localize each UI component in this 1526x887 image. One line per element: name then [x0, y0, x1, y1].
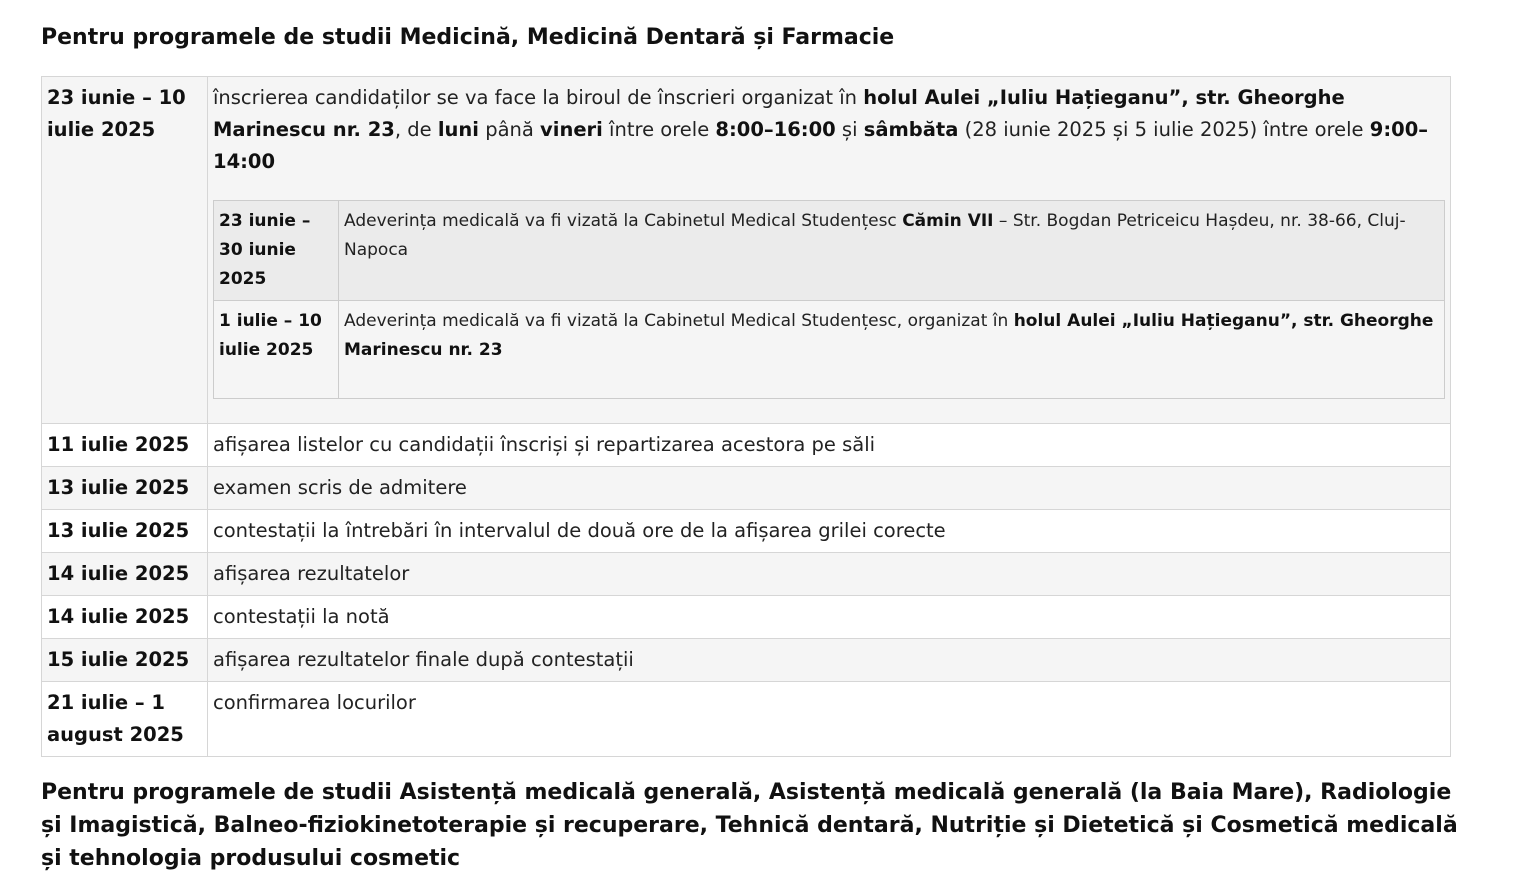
table-row — [42, 596, 1451, 639]
row-event — [208, 77, 1451, 424]
row-date: 15 iulie 2025 — [42, 639, 208, 682]
text-fragment: Adeverința medicală va fi vizată la Cabinetul Medical Studențesc — [344, 211, 903, 231]
registration-text — [213, 86, 1428, 173]
row-date: 13 iulie 2025 — [42, 467, 208, 510]
table-row — [42, 424, 1451, 467]
row-event — [339, 301, 1445, 399]
row-date: 14 iulie 2025 — [42, 596, 208, 639]
admission-schedule-table — [41, 76, 1451, 757]
table-row — [42, 77, 1451, 424]
row-event: afișarea rezultatelor — [208, 553, 1451, 596]
medical-certificate-table — [213, 200, 1445, 399]
row-event: confirmarea locurilor — [208, 682, 1451, 757]
bold-fragment: Cămin VII — [902, 211, 994, 231]
section-title-medicine: Pentru programele de studii Medicină, Medicină Dentară și Farmacie — [41, 25, 895, 50]
saturday-hours: 9:00–14:00 — [213, 118, 1429, 173]
row-date: 21 iulie – 1 august 2025 — [42, 682, 208, 757]
table-row — [214, 301, 1445, 399]
bold-fragment: holul Aulei „Iuliu Hațieganu”, str. Gheorghe Marinescu nr. 23 — [344, 311, 1434, 360]
row-event: contestații la notă — [208, 596, 1451, 639]
day-from: luni — [437, 118, 479, 141]
row-event — [339, 201, 1445, 301]
table-row — [42, 682, 1451, 757]
table-row — [42, 467, 1451, 510]
row-date: 1 iulie – 10 iulie 2025 — [214, 301, 339, 399]
table-row — [42, 553, 1451, 596]
row-date: 23 iunie – 30 iunie 2025 — [214, 201, 339, 301]
table-row — [214, 201, 1445, 301]
table-row — [42, 510, 1451, 553]
table-row — [42, 639, 1451, 682]
weekday-hours: 8:00–16:00 — [715, 118, 836, 141]
day-to: vineri — [540, 118, 603, 141]
text-fragment: – Str. Bogdan Petriceicu Hașdeu, nr. 38-66, Cluj-Napoca — [344, 211, 1406, 260]
row-event: afișarea rezultatelor finale după contestații — [208, 639, 1451, 682]
text-fragment: înscrierea candidaților se va face la biroul de înscrieri organizat în — [213, 86, 864, 109]
text-fragment: Adeverința medicală va fi vizată la Cabinetul Medical Studențesc, organizat în — [344, 311, 1014, 331]
text-fragment: până — [479, 118, 541, 141]
row-event: afișarea listelor cu candidații înscriși și repartizarea acestora pe săli — [208, 424, 1451, 467]
row-date: 13 iulie 2025 — [42, 510, 208, 553]
registration-place: holul Aulei „Iuliu Hațieganu”, str. Gheorghe Marinescu nr. 23 — [213, 86, 1345, 141]
text-fragment: și — [835, 118, 864, 141]
text-fragment: între orele — [602, 118, 716, 141]
row-event: contestații la întrebări în intervalul de două ore de la afișarea grilei corecte — [208, 510, 1451, 553]
row-date: 23 iunie – 10 iulie 2025 — [42, 77, 208, 424]
row-date: 11 iulie 2025 — [42, 424, 208, 467]
row-event: examen scris de admitere — [208, 467, 1451, 510]
section-title-nursing: Pentru programele de studii Asistență medicală generală, Asistență medicală generală (la Baia Mare), Radiologie și Imagistică, Balneo-fiziokinetoterapie și recuperare, Tehnică dentară, Nutriție și Dietetică și Cosmetică medicală și tehnologia produsului cosmetic — [41, 780, 1458, 871]
row-date: 14 iulie 2025 — [42, 553, 208, 596]
text-fragment: , de — [394, 118, 438, 141]
saturday-label: sâmbăta — [863, 118, 959, 141]
text-fragment: (28 iunie 2025 și 5 iulie 2025) între orele — [958, 118, 1370, 141]
